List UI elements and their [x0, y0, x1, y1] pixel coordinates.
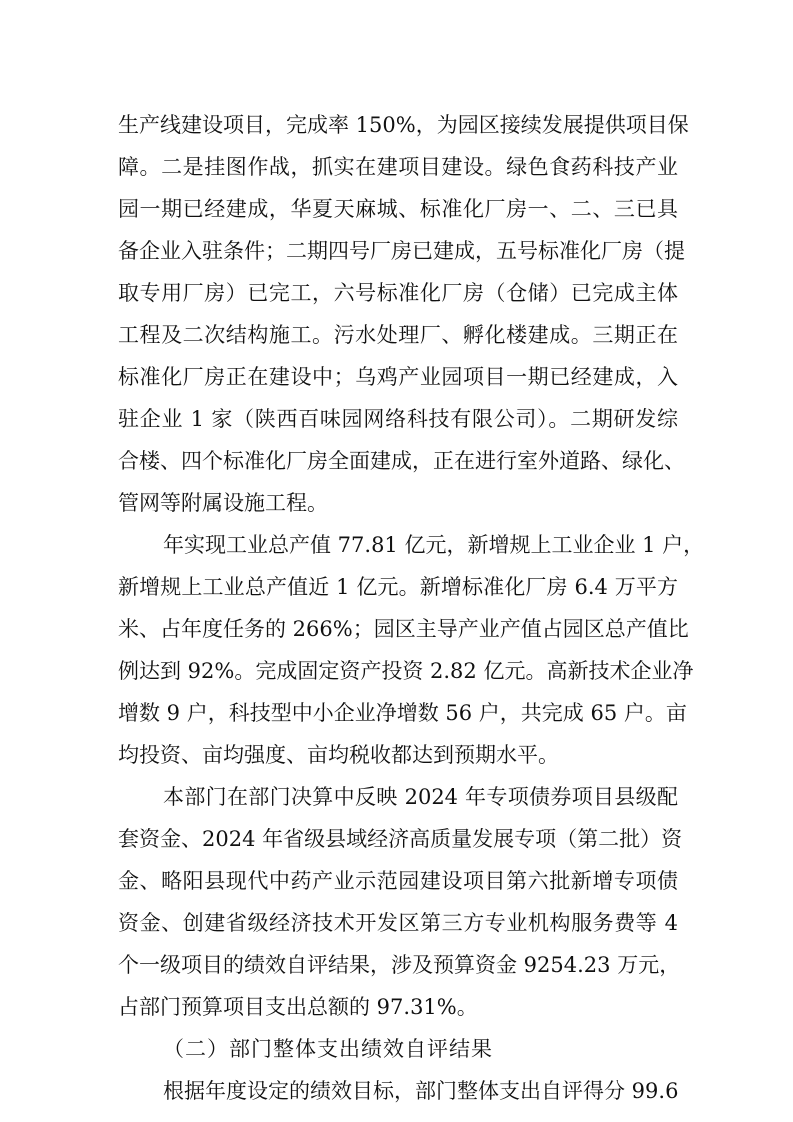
paragraph-1-line-5: 取专用厂房）已完工，六号标准化厂房（仓储）已完成主体: [118, 281, 678, 305]
paragraph-3-line-2: 套资金、2024 年省级县域经济高质量发展专项（第二批）资: [118, 827, 683, 851]
paragraph-2-line-6: 均投资、亩均强度、亩均税收都达到预期水平。: [118, 743, 559, 767]
paragraph-4-line-1: 根据年度设定的绩效目标，部门整体支出自评得分 99.6: [163, 1079, 679, 1103]
paragraph-1-line-2: 障。二是挂图作战，抓实在建项目建设。绿色食药科技产业: [118, 155, 678, 179]
section-heading: （二）部门整体支出绩效自评结果: [163, 1037, 493, 1061]
paragraph-3-line-1: 本部门在部门决算中反映 2024 年专项债券项目县级配: [163, 785, 678, 809]
paragraph-2-line-3: 米、占年度任务的 266%；园区主导产业产值占园区总产值比: [118, 617, 689, 641]
paragraph-1-line-10: 管网等附属设施工程。: [118, 491, 328, 515]
paragraph-1-line-9: 合楼、四个标准化厂房全面建成，正在进行室外道路、绿化、: [118, 449, 685, 473]
paragraph-3-line-5: 个一级项目的绩效自评结果，涉及预算资金 9254.23 万元，: [118, 953, 681, 977]
paragraph-1-line-3: 园一期已经建成，华夏天麻城、标准化厂房一、二、三已具: [118, 197, 678, 221]
paragraph-2-line-1: 年实现工业总产值 77.81 亿元，新增规上工业企业 1 户，: [163, 533, 705, 557]
paragraph-1-line-1: 生产线建设项目，完成率 150%，为园区接续发展提供项目保: [118, 113, 689, 137]
paragraph-2-line-4: 例达到 92%。完成固定资产投资 2.82 亿元。高新技术企业净: [118, 659, 694, 683]
paragraph-1-line-4: 备企业入驻条件；二期四号厂房已建成，五号标准化厂房（提: [118, 239, 685, 263]
paragraph-3-line-4: 资金、创建省级经济技术开发区第三方专业机构服务费等 4: [118, 911, 678, 935]
paragraph-2-line-2: 新增规上工业总产值近 1 亿元。新增标准化厂房 6.4 万平方: [118, 575, 678, 599]
paragraph-1-line-7: 标准化厂房正在建设中；乌鸡产业园项目一期已经建成，入: [118, 365, 678, 389]
paragraph-1-line-6: 工程及二次结构施工。污水处理厂、孵化楼建成。三期正在: [118, 323, 678, 347]
paragraph-2-line-5: 增数 9 户，科技型中小企业净增数 56 户，共完成 65 户。亩: [118, 701, 687, 725]
paragraph-3-line-3: 金、略阳县现代中药产业示范园建设项目第六批新增专项债: [118, 869, 678, 893]
paragraph-1-line-8: 驻企业 1 家（陕西百味园网络科技有限公司）。二期研发综: [118, 407, 678, 431]
paragraph-3-line-6: 占部门预算项目支出总额的 97.31%。: [118, 995, 478, 1019]
